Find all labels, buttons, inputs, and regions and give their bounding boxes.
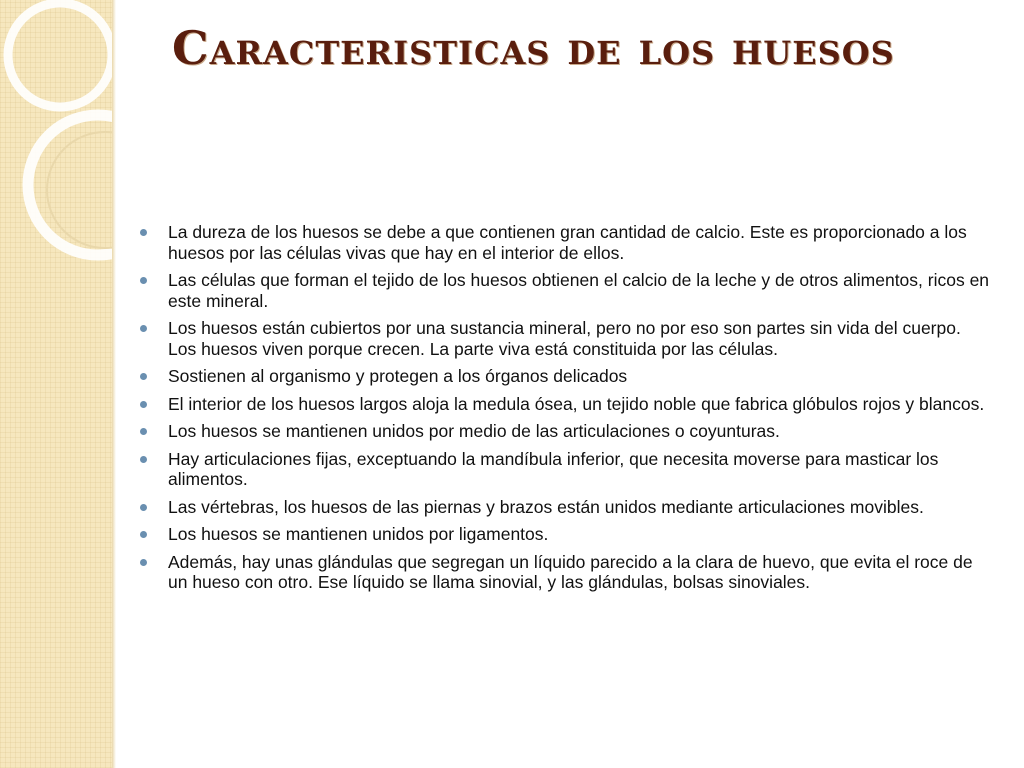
ring-top	[8, 3, 112, 107]
bullet-item: El interior de los huesos largos aloja la medula ósea, un tejido noble que fabrica glóbulos rojos y blancos.	[140, 394, 990, 415]
bullet-item: Las vértebras, los huesos de las piernas y brazos están unidos mediante articulaciones movibles.	[140, 497, 990, 518]
decorative-side-band	[0, 0, 112, 768]
slide-title: Caracteristicas de los huesos	[172, 21, 895, 75]
bullet-item: Sostienen al organismo y protegen a los órganos delicados	[140, 366, 990, 387]
bullet-list	[140, 222, 990, 600]
band-edge-divider	[112, 0, 116, 768]
ring-inner	[47, 132, 112, 248]
bullet-item: La dureza de los huesos se debe a que contienen gran cantidad de calcio. Este es proporcionado a los huesos por las células vivas que hay en el interior de ellos.	[140, 222, 990, 263]
bullet-item: Los huesos están cubiertos por una sustancia mineral, pero no por eso son partes sin vida del cuerpo. Los huesos viven porque crecen. La parte viva está constituida por las células.	[140, 318, 990, 359]
bullet-item: Los huesos se mantienen unidos por medio de las articulaciones o coyunturas.	[140, 421, 990, 442]
ring-middle	[28, 115, 112, 255]
bullet-item: Además, hay unas glándulas que segregan un líquido parecido a la clara de huevo, que evita el roce de un hueso con otro. Ese líquido se llama sinovial, y las glándulas, bolsas sinoviales.	[140, 552, 990, 593]
bullet-item: Las células que forman el tejido de los huesos obtienen el calcio de la leche y de otros alimentos, ricos en este mineral.	[140, 270, 990, 311]
decorative-rings	[0, 0, 112, 768]
bullet-item: Hay articulaciones fijas, exceptuando la mandíbula inferior, que necesita moverse para masticar los alimentos.	[140, 449, 990, 490]
bullet-item: Los huesos se mantienen unidos por ligamentos.	[140, 524, 990, 545]
